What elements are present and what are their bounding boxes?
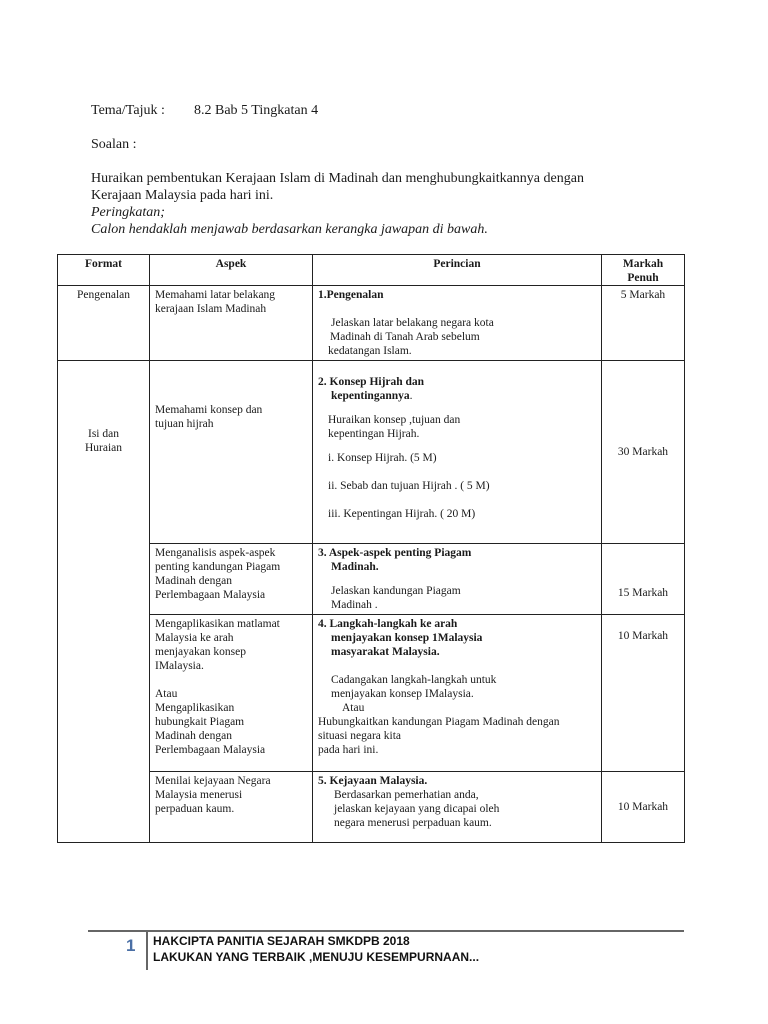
footer-vertical-divider <box>146 930 148 970</box>
table-row-1malaysia <box>58 615 685 772</box>
header-format: Format <box>58 255 150 286</box>
list-item: i. Konsep Hijrah. (5 M) <box>328 452 437 464</box>
header-markah: Markah Penuh <box>602 255 685 286</box>
tema-label: Tema/Tajuk : <box>91 103 165 118</box>
section-title: 1.Pengenalan <box>318 289 384 301</box>
table-row-pengenalan <box>58 286 685 361</box>
markah-1malaysia: 10 Markah <box>602 615 685 772</box>
perincian-kejayaan: 5. Kejayaan Malaysia. Berdasarkan pemerhatian anda, jelaskan kejayaan yang dicapai oleh negara menerusi perpaduan kaum. <box>313 772 602 843</box>
perincian-pengenalan: 1.Pengenalan Jelaskan latar belakang negara kota Madinah di Tanah Arab sebelum kedatangan Islam. <box>313 286 602 361</box>
markah-piagam: 15 Markah <box>602 544 685 615</box>
header-aspek: Aspek <box>150 255 313 286</box>
footer-divider <box>88 930 684 932</box>
question-line-1: Huraikan pembentukan Kerajaan Islam di Madinah dan menghubungkaitkannya dengan <box>91 171 584 186</box>
format-pengenalan: Pengenalan <box>58 286 150 361</box>
aspek-piagam: Menganalisis aspek-aspek penting kandungan Piagam Madinah dengan Perlembagaan Malaysia <box>150 544 313 615</box>
table-row-piagam <box>58 544 685 615</box>
table-header-row <box>58 255 685 286</box>
markah-hijrah: 30 Markah <box>602 361 685 544</box>
table-row-kejayaan <box>58 772 685 843</box>
perincian-hijrah: 2. Konsep Hijrah dan kepentingannya. Huraikan konsep ,tujuan dan kepentingan Hijrah. i. Konsep Hijrah. (5 M) ii. Sebab dan tujuan Hijrah . ( 5 M) iii. Kepentingan Hijrah. ( 20 M) <box>313 361 602 544</box>
list-item: ii. Sebab dan tujuan Hijrah . ( 5 M) <box>328 480 490 492</box>
table-row-hijrah <box>58 361 685 544</box>
markah-kejayaan: 10 Markah <box>602 772 685 843</box>
aspek-1malaysia: Mengaplikasikan matlamat Malaysia ke arah menjayakan konsep IMalaysia. Atau Mengaplikasikan hubungkait Piagam Madinah dengan Perlembagaan Malaysia <box>150 615 313 772</box>
aspek-hijrah: Memahami konsep dan tujuan hijrah <box>150 361 313 544</box>
footer-motto: LAKUKAN YANG TERBAIK ,MENUJU KESEMPURNAAN... <box>153 950 480 964</box>
soalan-label: Soalan : <box>91 137 137 152</box>
list-item: iii. Kepentingan Hijrah. ( 20 M) <box>328 508 476 520</box>
header-perincian: Perincian <box>313 255 602 286</box>
aspek-kejayaan: Menilai kejayaan Negara Malaysia menerusi perpaduan kaum. <box>150 772 313 843</box>
question-line-2: Kerajaan Malaysia pada hari ini. <box>91 188 274 203</box>
page-number: 1 <box>126 936 136 955</box>
answer-framework-table <box>57 254 685 843</box>
perincian-piagam: 3. Aspek-aspek penting Piagam Madinah. Jelaskan kandungan Piagam Madinah . <box>313 544 602 615</box>
warning-title: Peringkatan; <box>91 205 165 220</box>
aspek-pengenalan: Memahami latar belakang kerajaan Islam Madinah <box>150 286 313 361</box>
tema-value: 8.2 Bab 5 Tingkatan 4 <box>194 103 319 118</box>
warning-text: Calon hendaklah menjawab berdasarkan kerangka jawapan di bawah. <box>91 222 488 237</box>
markah-pengenalan: 5 Markah <box>602 286 685 361</box>
format-isi-huraian: Isi dan Huraian <box>58 361 150 843</box>
footer-copyright: HAKCIPTA PANITIA SEJARAH SMKDPB 2018 <box>153 934 410 948</box>
perincian-1malaysia: 4. Langkah-langkah ke arah menjayakan konsep 1Malaysia masyarakat Malaysia. Cadangakan langkah-langkah untuk menjayakan konsep IMalaysia. Atau Hubungkaitkan kandungan Piagam Madinah dengan situasi negara kita pada hari ini. <box>313 615 602 772</box>
